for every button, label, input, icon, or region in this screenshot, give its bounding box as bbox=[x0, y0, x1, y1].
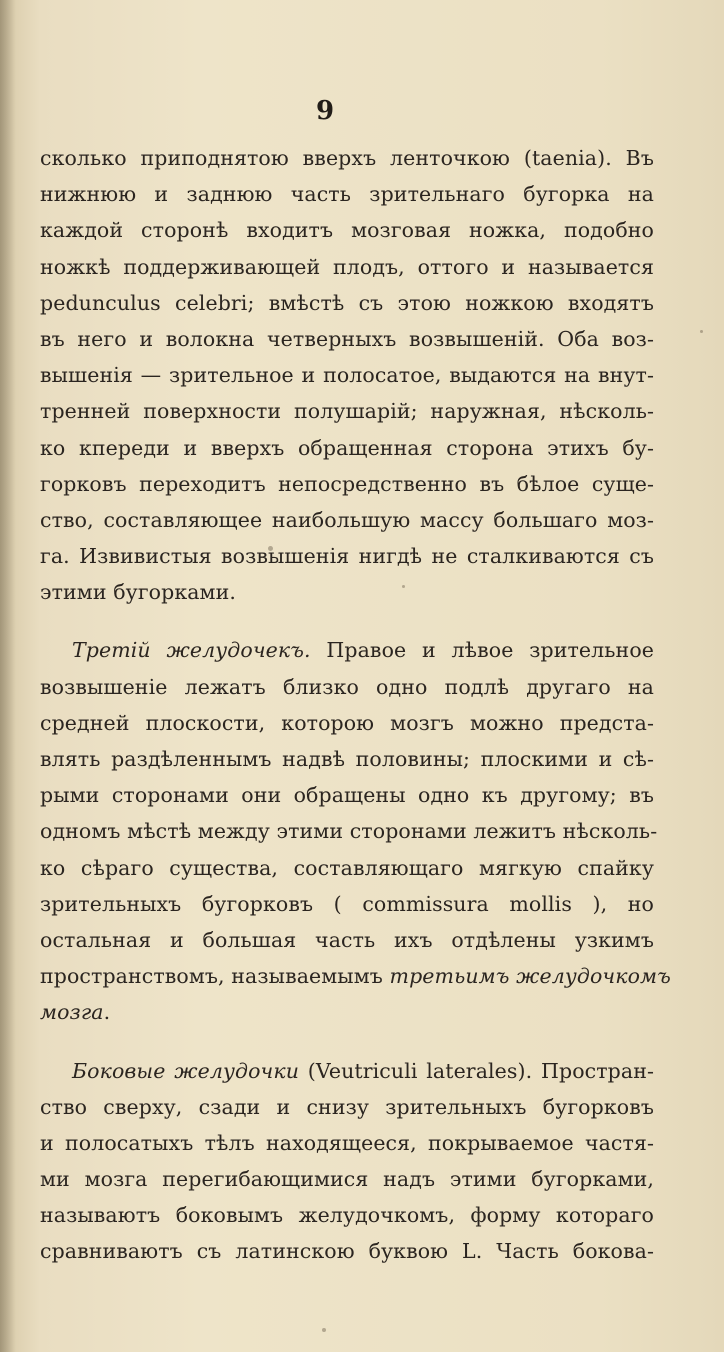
section-heading: Боковые желудочки bbox=[72, 1058, 300, 1083]
text-span: (Veutriculi laterales). Простран- bbox=[299, 1058, 654, 1083]
italic-term: третьимъ желудочкомъ bbox=[389, 964, 671, 989]
text-line: ми мозга перегибающимися надъ этими бугорками, bbox=[40, 1167, 654, 1192]
text-line: зрительныхъ бугорковъ ( commissura mollis ), но bbox=[40, 891, 654, 916]
text-line: ство сверху, сзади и снизу зрительныхъ бугорковъ bbox=[40, 1094, 654, 1119]
text-line: ство, составляющее наибольшую массу большаго моз- bbox=[40, 507, 654, 532]
text-line: ко кпереди и вверхъ обращенная сторона этихъ бу- bbox=[40, 435, 654, 460]
text-line: рыми сторонами они обращены одно къ другому; въ bbox=[40, 783, 654, 808]
text-line: pedunculus celebri; вмѣстѣ съ этою ножкою входятъ bbox=[40, 290, 654, 315]
text-line: ножкѣ поддерживающей плодъ, оттого и называется bbox=[40, 254, 654, 279]
text-line: остальная и большая часть ихъ отдѣлены узкимъ bbox=[40, 927, 654, 952]
text-line: и полосатыхъ тѣлъ находящееся, покрываемое частя- bbox=[40, 1130, 654, 1155]
text-line: этими бугорками. bbox=[40, 580, 236, 605]
text-line bbox=[40, 632, 654, 668]
text-span: пространствомъ, называемымъ bbox=[40, 964, 390, 989]
page-spine-shadow bbox=[0, 0, 16, 1352]
text-line: горковъ переходитъ непосредственно въ бѣлое суще- bbox=[40, 471, 654, 496]
paper-speck bbox=[700, 330, 703, 333]
text-line: вышенія — зрительное и полосатое, выдаются на внут- bbox=[40, 363, 654, 388]
italic-term: мозга bbox=[40, 1000, 104, 1025]
text-line: сравниваютъ съ латинскою буквою L. Часть бокова- bbox=[40, 1239, 654, 1264]
text-line: въ него и волокна четверныхъ возвышеній. Оба воз- bbox=[40, 326, 654, 351]
text-line bbox=[40, 958, 671, 994]
text-line: нижнюю и заднюю часть зрительнаго бугорка на bbox=[40, 182, 654, 207]
paper-speck bbox=[402, 585, 405, 588]
text-line bbox=[40, 1053, 654, 1089]
text-span: Правое и лѣвое зрительное bbox=[310, 638, 654, 663]
text-line: возвышеніе лежатъ близко одно подлѣ другаго на bbox=[40, 674, 654, 699]
text-line: влять раздѣленнымъ надвѣ половины; плоскими и сѣ- bbox=[40, 747, 654, 771]
text-line: называютъ боковымъ желудочкомъ, форму котораго bbox=[40, 1203, 654, 1228]
text-line: средней плоскости, которою мозгъ можно предста- bbox=[40, 710, 654, 735]
text-line: тренней поверхности полушарій; наружная, нѣсколь- bbox=[40, 399, 654, 424]
text-line: одномъ мѣстѣ между этими сторонами лежитъ нѣсколь- bbox=[40, 819, 658, 844]
text-span: . bbox=[103, 1000, 111, 1025]
paper-speck bbox=[268, 546, 273, 551]
body-text bbox=[40, 140, 671, 1270]
paper-speck bbox=[322, 1328, 326, 1332]
text-line: га. Извивистыя возвышенія нигдѣ не сталкиваются съ bbox=[40, 544, 654, 569]
text-line: сколько приподнятою вверхъ ленточкою (taenia). Въ bbox=[40, 146, 654, 170]
page-number: 9 bbox=[315, 96, 335, 126]
section-heading: Третій желудочекъ. bbox=[72, 638, 311, 663]
paragraph-2 bbox=[40, 632, 671, 1030]
text-line: каждой сторонѣ входитъ мозговая ножка, подобно bbox=[40, 218, 654, 243]
paragraph-3 bbox=[40, 1053, 654, 1270]
text-line bbox=[40, 994, 654, 1030]
paragraph-1 bbox=[40, 140, 654, 610]
text-line: ко сѣраго существа, составляющаго мягкую спайку bbox=[40, 855, 654, 880]
